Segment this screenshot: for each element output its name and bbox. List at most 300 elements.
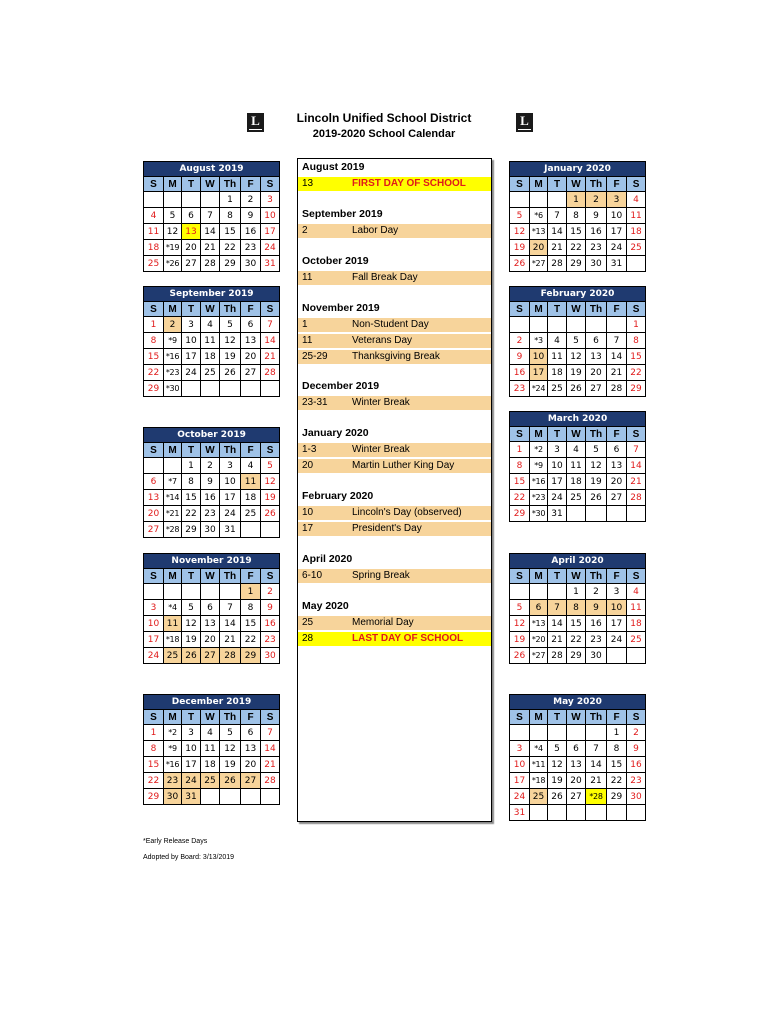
event-row xyxy=(298,271,491,285)
day-cell xyxy=(607,648,627,664)
weekday-label: S xyxy=(510,710,530,725)
month-calendar xyxy=(143,161,280,272)
day-cell: 20 xyxy=(586,365,607,381)
day-cell: 5 xyxy=(220,725,241,741)
day-cell: 19 xyxy=(220,757,241,773)
day-cell: 8 xyxy=(241,600,261,616)
week-row xyxy=(144,349,280,365)
day-cell: 2 xyxy=(164,317,182,333)
week-row xyxy=(510,240,646,256)
day-cell: 27 xyxy=(586,381,607,397)
day-cell: 3 xyxy=(182,725,201,741)
event-row xyxy=(298,396,491,410)
day-cell: 31 xyxy=(510,805,530,821)
day-cell: 17 xyxy=(607,616,627,632)
day-cell: *14 xyxy=(164,490,182,506)
day-cell: 16 xyxy=(586,224,607,240)
day-cell: 13 xyxy=(182,224,201,240)
week-row xyxy=(144,256,280,272)
event-date: 6-10 xyxy=(302,570,323,581)
day-cell: 20 xyxy=(241,757,261,773)
week-row xyxy=(144,333,280,349)
day-cell: 12 xyxy=(510,224,530,240)
day-cell: 28 xyxy=(261,365,280,381)
day-cell: 14 xyxy=(548,224,567,240)
weekday-label: M xyxy=(530,177,548,192)
day-cell: 7 xyxy=(261,317,280,333)
month-calendar xyxy=(143,286,280,397)
weekday-label: S xyxy=(261,710,280,725)
week-row xyxy=(144,725,280,741)
week-row xyxy=(510,474,646,490)
day-cell xyxy=(510,317,530,333)
event-date: 23-31 xyxy=(302,397,328,408)
event-row xyxy=(298,350,491,364)
day-cell: 28 xyxy=(627,490,646,506)
day-cell: 18 xyxy=(627,224,646,240)
day-cell: *13 xyxy=(530,616,548,632)
day-cell: 6 xyxy=(241,317,261,333)
weekday-label: T xyxy=(548,569,567,584)
event-name: President's Day xyxy=(352,523,422,534)
day-cell: 2 xyxy=(510,333,530,349)
day-cell: *19 xyxy=(164,240,182,256)
month-name: May 2020 xyxy=(510,695,646,710)
day-cell: 4 xyxy=(627,192,646,208)
weekday-label: S xyxy=(261,569,280,584)
day-cell xyxy=(567,506,586,522)
weekday-label: F xyxy=(607,710,627,725)
day-cell: 19 xyxy=(586,474,607,490)
day-cell xyxy=(627,256,646,272)
day-cell: *30 xyxy=(530,506,548,522)
day-cell xyxy=(530,725,548,741)
day-cell: 8 xyxy=(607,741,627,757)
week-row xyxy=(510,648,646,664)
day-cell: 1 xyxy=(241,584,261,600)
day-cell xyxy=(164,584,182,600)
week-row xyxy=(510,773,646,789)
day-cell xyxy=(548,317,567,333)
day-cell: 18 xyxy=(201,349,220,365)
day-cell: 29 xyxy=(510,506,530,522)
day-cell xyxy=(144,192,164,208)
day-cell xyxy=(510,192,530,208)
day-cell: 16 xyxy=(510,365,530,381)
weekday-label: M xyxy=(530,569,548,584)
day-cell: 10 xyxy=(548,458,567,474)
weekday-label: S xyxy=(261,177,280,192)
day-cell: 14 xyxy=(586,757,607,773)
week-row xyxy=(144,192,280,208)
month-name: March 2020 xyxy=(510,412,646,427)
day-cell: 10 xyxy=(261,208,280,224)
day-cell: 6 xyxy=(201,600,220,616)
day-cell: 29 xyxy=(567,648,586,664)
week-row xyxy=(510,333,646,349)
day-cell: 1 xyxy=(182,458,201,474)
week-row xyxy=(510,632,646,648)
weekday-label: M xyxy=(164,177,182,192)
weekday-label: M xyxy=(164,569,182,584)
day-cell: 30 xyxy=(586,648,607,664)
week-row xyxy=(510,224,646,240)
day-cell: 15 xyxy=(241,616,261,632)
event-row xyxy=(298,522,491,536)
day-cell xyxy=(220,381,241,397)
day-cell: 16 xyxy=(627,757,646,773)
day-cell: 8 xyxy=(567,600,586,616)
day-cell: 13 xyxy=(241,741,261,757)
day-cell: 25 xyxy=(530,789,548,805)
day-cell: 11 xyxy=(201,741,220,757)
day-cell: 13 xyxy=(241,333,261,349)
event-name: Memorial Day xyxy=(352,617,414,628)
day-cell: 1 xyxy=(567,584,586,600)
event-row xyxy=(298,459,491,473)
day-cell: *2 xyxy=(530,442,548,458)
month-calendar xyxy=(143,427,280,538)
day-cell: 6 xyxy=(586,333,607,349)
weekday-label: S xyxy=(144,177,164,192)
day-cell: 31 xyxy=(607,256,627,272)
day-cell: 29 xyxy=(567,256,586,272)
day-cell: 29 xyxy=(182,522,201,538)
month-name: October 2019 xyxy=(144,428,280,443)
day-cell: 24 xyxy=(182,365,201,381)
day-cell: 22 xyxy=(241,632,261,648)
day-cell: 5 xyxy=(220,317,241,333)
day-cell: 30 xyxy=(241,256,261,272)
weekday-label: F xyxy=(241,177,261,192)
day-cell xyxy=(241,381,261,397)
day-cell: 17 xyxy=(607,224,627,240)
event-date: 2 xyxy=(302,225,308,236)
day-cell: 3 xyxy=(261,192,280,208)
weekday-label: S xyxy=(627,302,646,317)
day-cell: 23 xyxy=(586,632,607,648)
day-cell: 27 xyxy=(567,789,586,805)
day-cell xyxy=(567,805,586,821)
day-cell: 28 xyxy=(261,773,280,789)
day-cell: 3 xyxy=(607,584,627,600)
weekday-label: Th xyxy=(220,302,241,317)
week-row xyxy=(144,789,280,805)
day-cell: 12 xyxy=(220,741,241,757)
week-row xyxy=(510,805,646,821)
week-row xyxy=(510,757,646,773)
day-cell: 26 xyxy=(548,789,567,805)
day-cell: 12 xyxy=(261,474,280,490)
weekday-label: W xyxy=(567,302,586,317)
weekday-label: T xyxy=(548,710,567,725)
day-cell: 28 xyxy=(548,648,567,664)
day-cell: 29 xyxy=(220,256,241,272)
day-cell: 15 xyxy=(567,616,586,632)
page-title: Lincoln Unified School District xyxy=(296,111,472,125)
day-cell: 24 xyxy=(220,506,241,522)
week-row xyxy=(510,256,646,272)
day-cell: 19 xyxy=(220,349,241,365)
day-cell: 31 xyxy=(182,789,201,805)
day-cell: 1 xyxy=(144,317,164,333)
day-cell xyxy=(607,317,627,333)
day-cell: 19 xyxy=(510,632,530,648)
day-cell: 11 xyxy=(164,616,182,632)
day-cell: 17 xyxy=(182,757,201,773)
day-cell: 29 xyxy=(607,789,627,805)
day-cell: 5 xyxy=(182,600,201,616)
day-cell: 26 xyxy=(510,256,530,272)
day-cell: 6 xyxy=(567,741,586,757)
day-cell: 16 xyxy=(586,616,607,632)
event-date: 1 xyxy=(302,319,308,330)
day-cell xyxy=(530,192,548,208)
weekday-label: T xyxy=(182,569,201,584)
day-cell xyxy=(530,805,548,821)
event-row xyxy=(298,443,491,457)
day-cell: 13 xyxy=(607,458,627,474)
day-cell: *20 xyxy=(530,632,548,648)
event-date: 20 xyxy=(302,460,314,471)
day-cell: 28 xyxy=(548,256,567,272)
event-row xyxy=(298,569,491,583)
week-row xyxy=(510,725,646,741)
day-cell: 4 xyxy=(201,317,220,333)
day-cell: 17 xyxy=(182,349,201,365)
week-row xyxy=(144,381,280,397)
weekday-label: W xyxy=(567,427,586,442)
day-cell: 24 xyxy=(607,632,627,648)
event-date: 28 xyxy=(302,633,314,644)
weekday-label: T xyxy=(548,302,567,317)
weekday-label: Th xyxy=(220,569,241,584)
weekday-label: W xyxy=(567,177,586,192)
day-cell: 8 xyxy=(627,333,646,349)
day-cell xyxy=(261,789,280,805)
weekday-label: F xyxy=(241,443,261,458)
day-cell: 24 xyxy=(144,648,164,664)
day-cell: 20 xyxy=(241,349,261,365)
month-calendar xyxy=(509,553,646,664)
day-cell xyxy=(627,648,646,664)
weekday-label: W xyxy=(201,710,220,725)
day-cell: 7 xyxy=(627,442,646,458)
day-cell: 15 xyxy=(182,490,201,506)
day-cell xyxy=(627,506,646,522)
day-cell: 21 xyxy=(220,632,241,648)
week-row xyxy=(144,648,280,664)
day-cell: 24 xyxy=(261,240,280,256)
day-cell: 25 xyxy=(144,256,164,272)
event-date: 1-3 xyxy=(302,444,317,455)
day-cell: 5 xyxy=(164,208,182,224)
weekday-label: S xyxy=(510,427,530,442)
weekday-label: W xyxy=(567,710,586,725)
day-cell xyxy=(182,381,201,397)
day-cell: 7 xyxy=(586,741,607,757)
weekday-label: F xyxy=(607,302,627,317)
day-cell xyxy=(164,458,182,474)
day-cell: 19 xyxy=(567,365,586,381)
day-cell: 29 xyxy=(241,648,261,664)
day-cell: 15 xyxy=(144,757,164,773)
day-cell: 26 xyxy=(586,490,607,506)
day-cell: *16 xyxy=(164,349,182,365)
weekday-label: M xyxy=(530,427,548,442)
day-cell xyxy=(548,192,567,208)
day-cell: 10 xyxy=(182,741,201,757)
day-cell: 23 xyxy=(586,240,607,256)
weekday-label: Th xyxy=(220,710,241,725)
event-month-heading: January 2020 xyxy=(302,427,369,439)
week-row xyxy=(510,365,646,381)
day-cell: 21 xyxy=(607,365,627,381)
day-cell: *27 xyxy=(530,256,548,272)
day-cell: 22 xyxy=(510,490,530,506)
day-cell: 23 xyxy=(241,240,261,256)
day-cell: 6 xyxy=(530,600,548,616)
event-month-heading: November 2019 xyxy=(302,302,380,314)
week-row xyxy=(144,490,280,506)
month-name: November 2019 xyxy=(144,554,280,569)
weekday-label: S xyxy=(510,177,530,192)
day-cell xyxy=(627,805,646,821)
day-cell: 7 xyxy=(548,208,567,224)
week-row xyxy=(144,224,280,240)
day-cell: 7 xyxy=(220,600,241,616)
week-row xyxy=(144,522,280,538)
weekday-label: T xyxy=(182,177,201,192)
day-cell: *13 xyxy=(530,224,548,240)
event-date: 13 xyxy=(302,178,314,189)
day-cell: 30 xyxy=(164,789,182,805)
week-row xyxy=(144,600,280,616)
day-cell: 20 xyxy=(567,773,586,789)
day-cell: 10 xyxy=(607,208,627,224)
day-cell: *4 xyxy=(164,600,182,616)
event-name: Non-Student Day xyxy=(352,319,429,330)
day-cell: 15 xyxy=(607,757,627,773)
day-cell: 17 xyxy=(220,490,241,506)
day-cell: 3 xyxy=(510,741,530,757)
day-cell: 7 xyxy=(548,600,567,616)
weekday-label: Th xyxy=(586,427,607,442)
day-cell: *27 xyxy=(530,648,548,664)
weekday-label: Th xyxy=(220,443,241,458)
day-cell: 2 xyxy=(201,458,220,474)
weekday-label: W xyxy=(567,569,586,584)
day-cell: 18 xyxy=(144,240,164,256)
day-cell: *4 xyxy=(530,741,548,757)
day-cell: 1 xyxy=(627,317,646,333)
day-cell: 20 xyxy=(530,240,548,256)
day-cell: 25 xyxy=(164,648,182,664)
week-row xyxy=(144,616,280,632)
day-cell: 9 xyxy=(241,208,261,224)
day-cell: 26 xyxy=(220,365,241,381)
weekday-label: F xyxy=(607,569,627,584)
weekday-label: S xyxy=(510,302,530,317)
week-row xyxy=(510,192,646,208)
day-cell: 15 xyxy=(220,224,241,240)
day-cell xyxy=(586,317,607,333)
day-cell: 11 xyxy=(144,224,164,240)
day-cell: *16 xyxy=(530,474,548,490)
day-cell: 30 xyxy=(261,648,280,664)
weekday-label: Th xyxy=(586,302,607,317)
event-month-heading: February 2020 xyxy=(302,490,374,502)
day-cell: 31 xyxy=(261,256,280,272)
event-date: 25-29 xyxy=(302,351,328,362)
day-cell xyxy=(548,725,567,741)
day-cell xyxy=(510,725,530,741)
day-cell: 15 xyxy=(627,349,646,365)
day-cell xyxy=(530,584,548,600)
event-date: 17 xyxy=(302,523,314,534)
day-cell: 17 xyxy=(548,474,567,490)
day-cell: 23 xyxy=(261,632,280,648)
weekday-label: F xyxy=(241,569,261,584)
day-cell: 30 xyxy=(627,789,646,805)
day-cell: 18 xyxy=(548,365,567,381)
day-cell xyxy=(261,381,280,397)
weekday-label: S xyxy=(144,710,164,725)
weekday-label: T xyxy=(182,710,201,725)
day-cell: *16 xyxy=(164,757,182,773)
day-cell: 23 xyxy=(510,381,530,397)
day-cell xyxy=(201,789,220,805)
event-month-heading: December 2019 xyxy=(302,380,380,392)
month-calendar xyxy=(509,694,646,821)
district-logo-right: L xyxy=(516,113,533,132)
page-subtitle: 2019-2020 School Calendar xyxy=(312,128,456,140)
day-cell: *6 xyxy=(530,208,548,224)
day-cell: 4 xyxy=(567,442,586,458)
event-name: Martin Luther King Day xyxy=(352,460,455,471)
week-row xyxy=(510,317,646,333)
weekday-label: W xyxy=(201,302,220,317)
day-cell xyxy=(548,584,567,600)
day-cell xyxy=(241,522,261,538)
day-cell: 9 xyxy=(586,208,607,224)
day-cell: 12 xyxy=(548,757,567,773)
adopted-note: Adopted by Board: 3/13/2019 xyxy=(143,854,235,861)
day-cell: 11 xyxy=(548,349,567,365)
day-cell: 25 xyxy=(627,240,646,256)
day-cell: 4 xyxy=(627,584,646,600)
day-cell: 26 xyxy=(182,648,201,664)
day-cell: 22 xyxy=(182,506,201,522)
day-cell: 17 xyxy=(261,224,280,240)
week-row xyxy=(510,349,646,365)
weekday-label: M xyxy=(530,302,548,317)
day-cell: 17 xyxy=(530,365,548,381)
day-cell: 1 xyxy=(567,192,586,208)
day-cell: 1 xyxy=(510,442,530,458)
week-row xyxy=(144,365,280,381)
day-cell: 6 xyxy=(241,725,261,741)
day-cell: 27 xyxy=(241,365,261,381)
event-month-heading: October 2019 xyxy=(302,255,369,267)
week-row xyxy=(144,632,280,648)
day-cell: 24 xyxy=(510,789,530,805)
day-cell: 27 xyxy=(144,522,164,538)
event-month-heading: May 2020 xyxy=(302,600,349,612)
weekday-label: T xyxy=(182,302,201,317)
day-cell: 10 xyxy=(510,757,530,773)
day-cell: *18 xyxy=(164,632,182,648)
